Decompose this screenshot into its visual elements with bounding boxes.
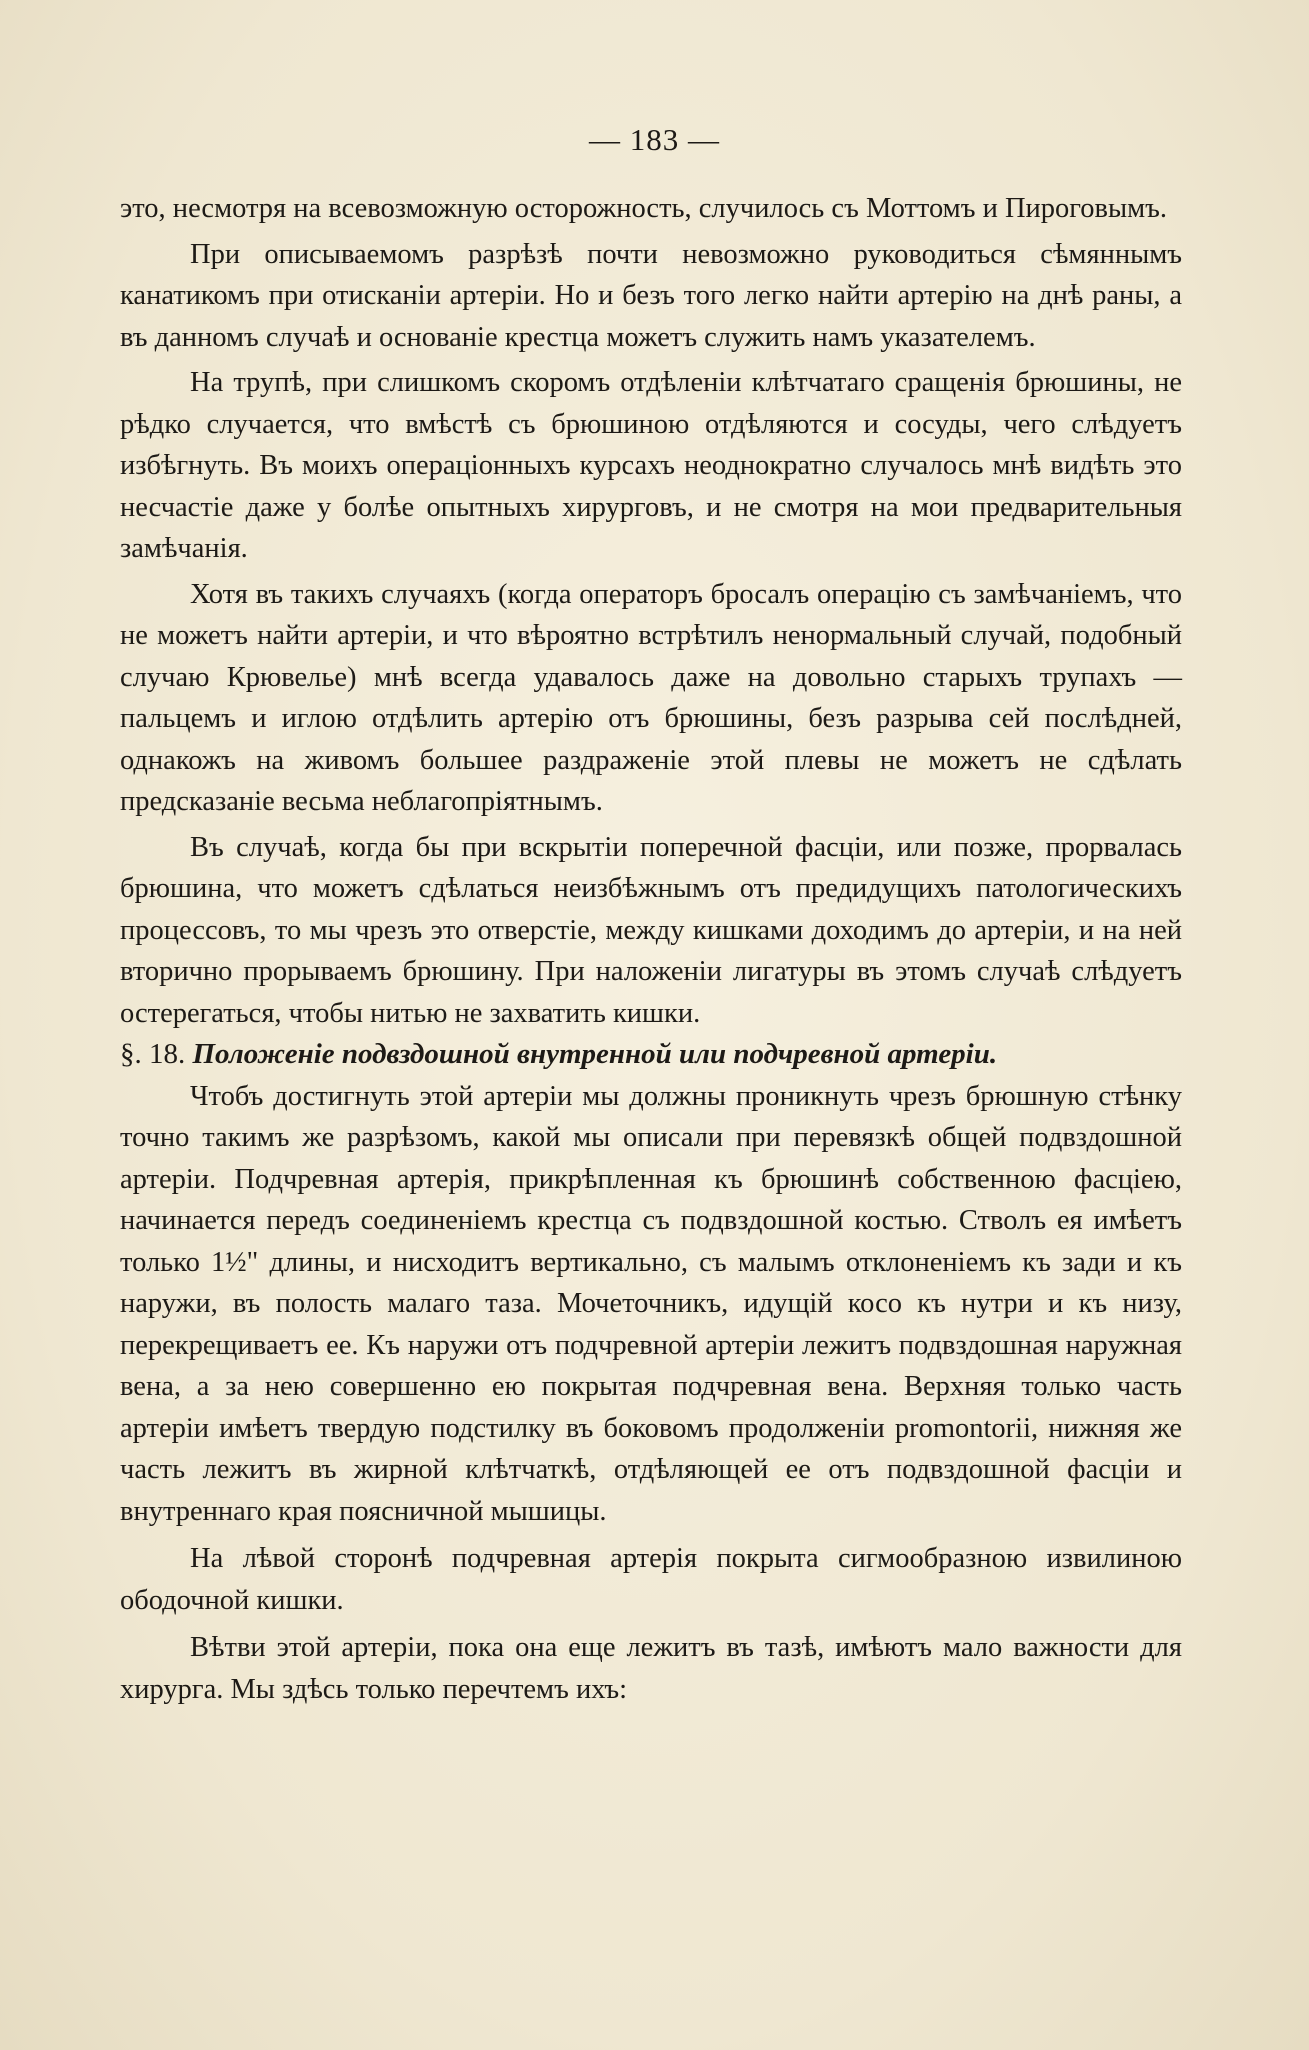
section-title: Положеніе подвздошной внутренной или подчревной артеріи. xyxy=(192,1038,998,1070)
section-heading xyxy=(120,1034,1182,1076)
paragraph-2: При описываемомъ разрѣзѣ почти невозможно руководиться сѣмяннымъ канатикомъ при отисканіи артеріи. Но и безъ того легко найти артерію на днѣ раны, а въ данномъ случаѣ и основаніе крестца можетъ служить намъ указателемъ. xyxy=(120,238,1182,353)
page-number: — 183 — xyxy=(589,122,720,157)
paragraph-4: Хотя въ такихъ случаяхъ (когда операторъ бросалъ операцію съ замѣчаніемъ, что не можетъ найти артеріи, и что вѣроятно встрѣтилъ ненормальный случай, подобный случаю Крювелье) мнѣ всегда удавалось даже на довольно старыхъ трупахъ — пальцемъ и иглою отдѣлить артерію отъ брюшины, безъ разрыва сей послѣдней, однакожъ на живомъ большее раздраженіе этой плевы не можетъ не сдѣлать предсказаніе весьма неблагопріятнымъ. xyxy=(120,578,1182,817)
paragraph-5: Въ случаѣ, когда бы при вскрытіи поперечной фасціи, или позже, прорвалась брюшина, что можетъ сдѣлаться неизбѣжнымъ отъ предидущихъ патологическихъ процессовъ, то мы чрезъ это отверстіе, между кишками доходимъ до артеріи, и на ней вторично прорываемъ брюшину. При наложеніи лигатуры въ этомъ случаѣ слѣдуетъ остерегаться, чтобы нитью не захватить кишки. xyxy=(120,831,1182,1029)
paragraph-7: На лѣвой сторонѣ подчревная артерія покрыта сигмообразною извилиною ободочной кишки. xyxy=(120,1543,1182,1616)
page-body xyxy=(120,188,1182,1710)
paragraph-1: это, несмотря на всевозможную осторожность, случилось съ Моттомъ и Пироговымъ. xyxy=(120,193,1168,224)
paragraph-6: Чтобъ достигнуть этой артеріи мы должны проникнуть чрезъ брюшную стѣнку точно такимъ же разрѣзомъ, какой мы описали при перевязкѣ общей подвздошной артеріи. Подчревная артерія, прикрѣпленная къ брюшинѣ собственною фасціею, начинается передъ соединеніемъ крестца съ подвздошной костью. Стволъ ея имѣетъ только 1½" длины, и нисходитъ вертикально, съ малымъ отклоненіемъ къ зади и къ наружи, въ полость малаго таза. Мочеточникъ, идущій косо къ нутри и къ низу, перекрещиваетъ ее. Къ наружи отъ подчревной артеріи лежитъ подвздошная наружная вена, а за нею совершенно ею покрытая подчревная вена. Верхняя только часть артеріи имѣетъ твердую подстилку въ боковомъ продолженіи promontorii, нижняя же часть лежитъ въ жирной клѣтчаткѣ, отдѣляющей ее отъ подвздошной фасціи и внутреннаго края поясничной мышицы. xyxy=(120,1080,1182,1527)
paragraph-3: На трупѣ, при слишкомъ скоромъ отдѣленіи клѣтчатаго сращенія брюшины, не рѣдко случается, что вмѣстѣ съ брюшиною отдѣляются и сосуды, чего слѣдуетъ избѣгнуть. Въ моихъ операціонныхъ курсахъ неоднократно случалось мнѣ видѣть это несчастіе даже у болѣе опытныхъ хирурговъ, и не смотря на мои предварительныя замѣчанія. xyxy=(120,367,1182,564)
section-number: §. 18. xyxy=(120,1038,186,1070)
paragraph-8: Вѣтви этой артеріи, пока она еще лежитъ въ тазѣ, имѣютъ мало важности для хирурга. Мы здѣсь только перечтемъ ихъ: xyxy=(120,1632,1182,1705)
